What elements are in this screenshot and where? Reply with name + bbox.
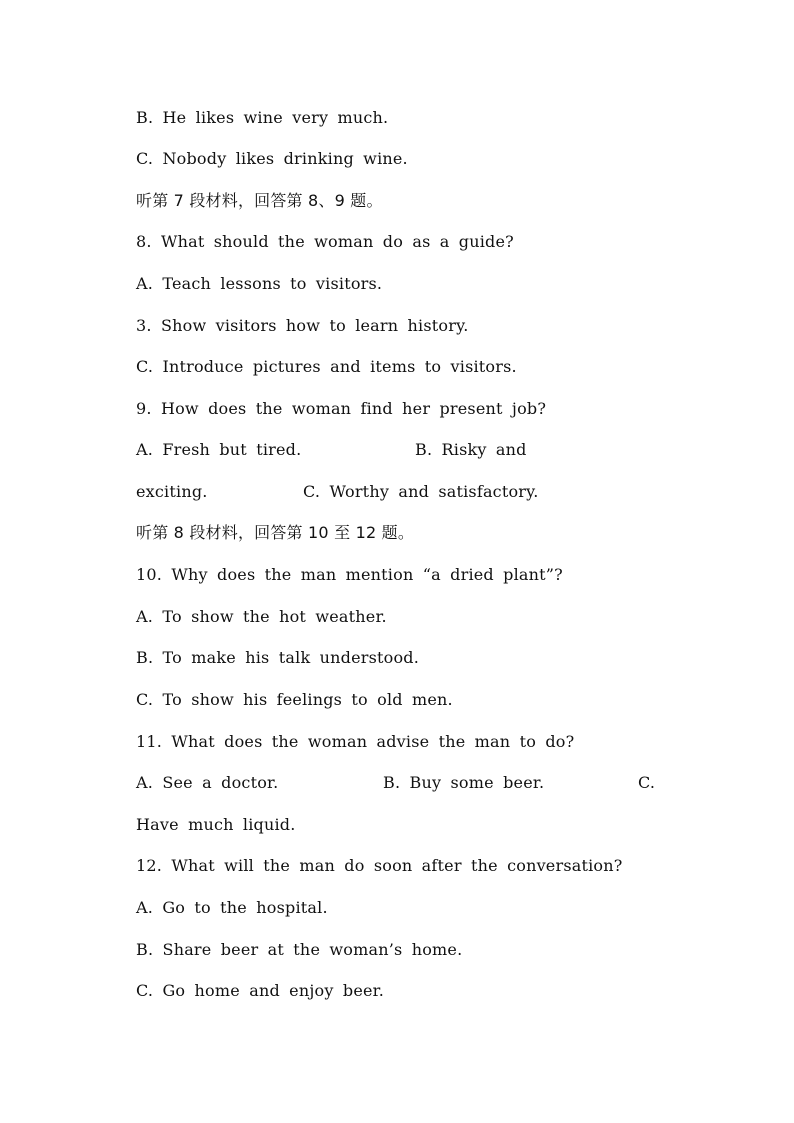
q11-option-b: B. Buy some beer. xyxy=(383,773,545,792)
q11-option-c-label: C. xyxy=(638,773,656,792)
q10-option-c: C. To show his feelings to old men. xyxy=(136,690,453,709)
section-heading-8: 听第 8 段材料，回答第 10 至 12 题。 xyxy=(136,523,415,542)
question-12: 12. What will the man do soon after the conversation? xyxy=(136,856,623,875)
q9-option-c: C. Worthy and satisfactory. xyxy=(303,482,539,501)
q10-option-a: A. To show the hot weather. xyxy=(136,607,387,626)
q8-option-a: A. Teach lessons to visitors. xyxy=(136,274,383,293)
q8-option-b: 3. Show visitors how to learn history. xyxy=(136,316,469,335)
q9-option-a: A. Fresh but tired. xyxy=(136,440,302,459)
q12-option-c: C. Go home and enjoy beer. xyxy=(136,981,385,1000)
q10-option-b: B. To make his talk understood. xyxy=(136,648,420,667)
q9-option-b-part1: B. Risky and xyxy=(415,440,527,459)
question-8: 8. What should the woman do as a guide? xyxy=(136,232,514,251)
section-heading-7: 听第 7 段材料，回答第 8、9 题。 xyxy=(136,191,383,210)
q12-option-b: B. Share beer at the woman’s home. xyxy=(136,940,463,959)
question-10: 10. Why does the man mention “a dried plant”? xyxy=(136,565,563,584)
q9-option-b-part2: exciting. xyxy=(136,482,208,501)
question-11: 11. What does the woman advise the man to do? xyxy=(136,732,575,751)
q7-option-b: B. He likes wine very much. xyxy=(136,108,389,127)
question-9: 9. How does the woman find her present job? xyxy=(136,399,547,418)
q7-option-c: C. Nobody likes drinking wine. xyxy=(136,149,408,168)
q11-option-a: A. See a doctor. xyxy=(136,773,279,792)
q12-option-a: A. Go to the hospital. xyxy=(136,898,328,917)
q11-option-c-text: Have much liquid. xyxy=(136,815,296,834)
q8-option-c: C. Introduce pictures and items to visitors. xyxy=(136,357,517,376)
